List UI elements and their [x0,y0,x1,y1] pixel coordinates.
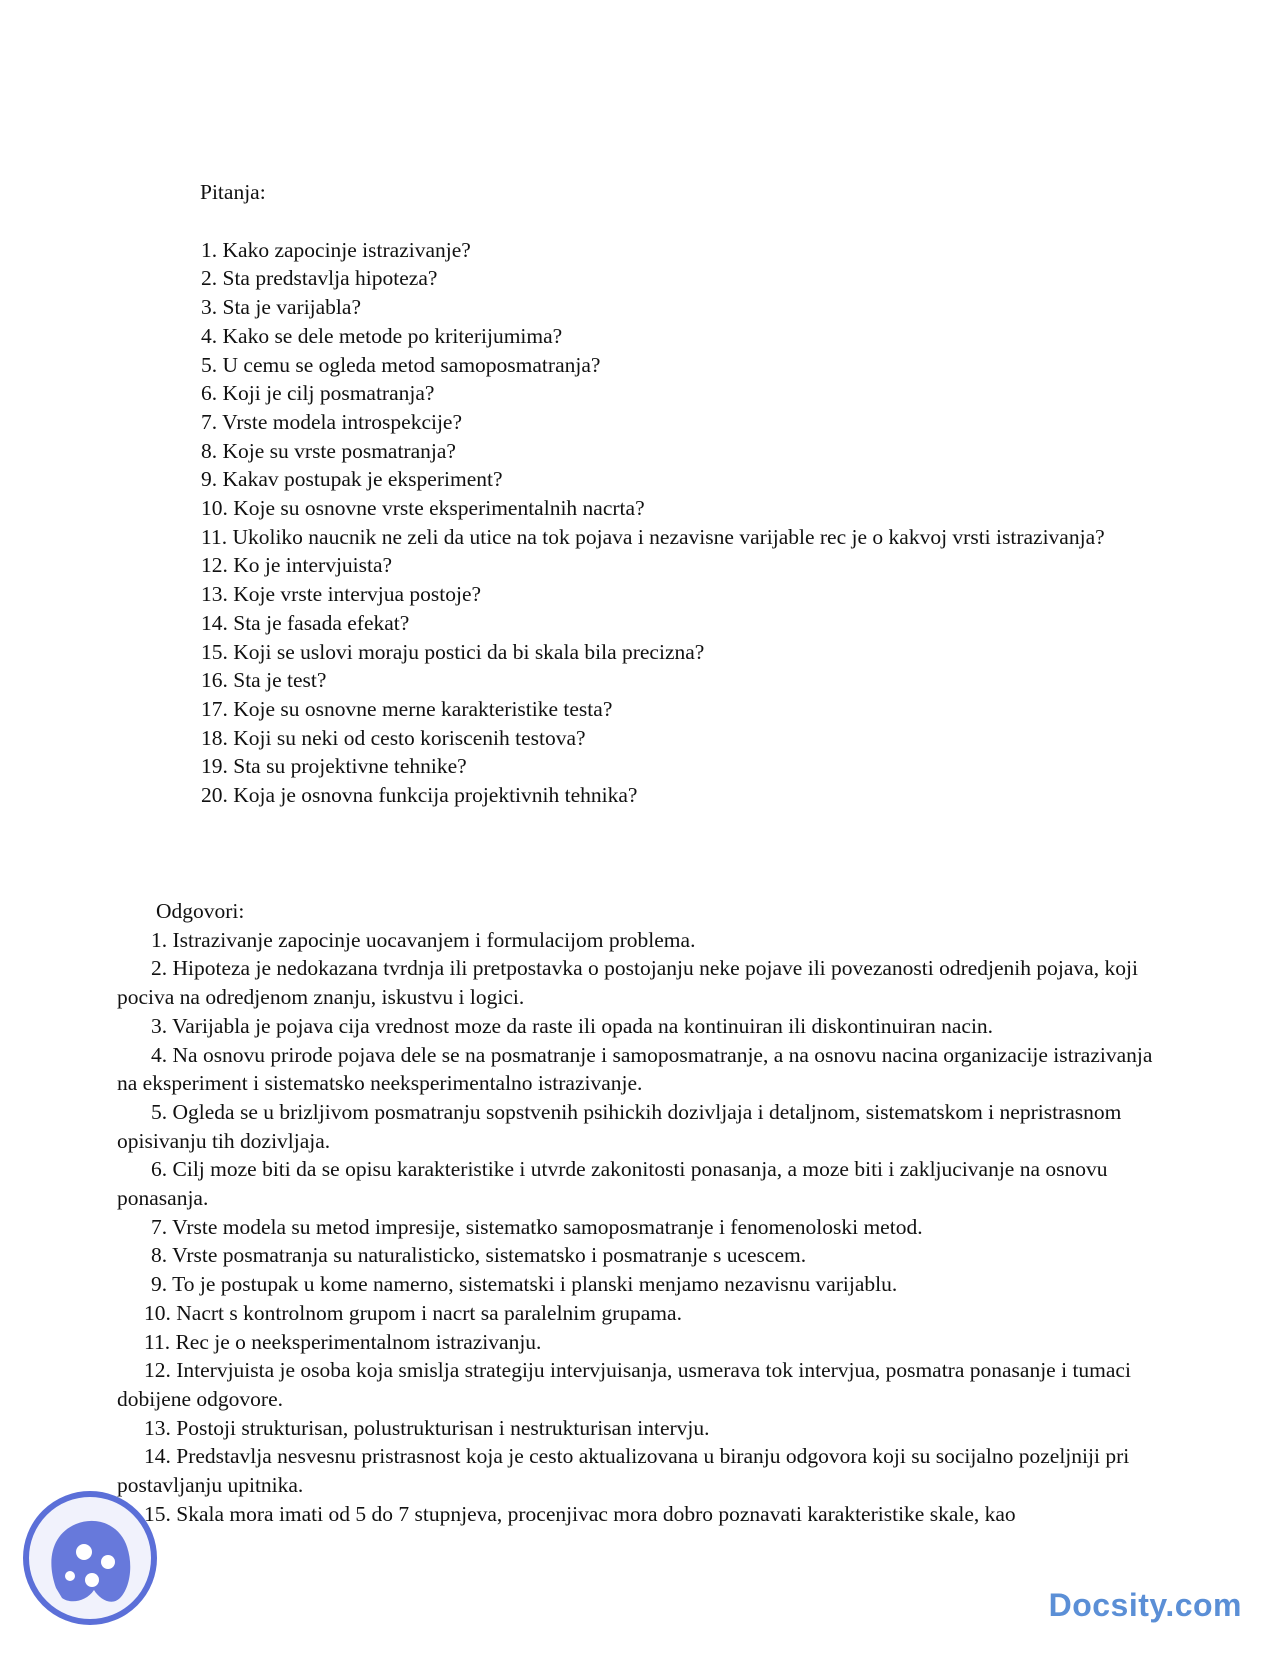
answer-item: 10. Nacrt s kontrolnom grupom i nacrt sa paralelnim grupama. [144,1300,682,1325]
question-item: 2. Sta predstavlja hipoteza? [201,266,438,291]
question-item: 18. Koji su neki od cesto koriscenih testova? [201,725,586,750]
answer-item: 12. Intervjuista je osoba koja smislja strategiju intervjuisanja, usmerava tok intervjua, posmatra ponasanje i tumaci dobijene odgovore. [117,1358,1131,1411]
question-item: 3. Sta je varijabla? [201,295,361,320]
answer-item: 3. Varijabla je pojava cija vrednost moze da raste ili opada na kontinuiran ili diskontinuiran nacin. [151,1013,994,1038]
answer-item: 14. Predstavlja nesvesnu pristrasnost koja je cesto aktualizovana u biranju odgovora koji su socijalno pozeljniji pri postavljanju upitnika. [117,1444,1130,1498]
questions-section [192,178,1132,810]
question-item: 16. Sta je test? [201,668,327,693]
answer-item: 11. Rec je o neeksperimentalnom istrazivanju. [144,1329,542,1354]
answer-item: 8. Vrste posmatranja su naturalisticko, sistematsko i posmatranje s ucescem. [151,1243,807,1268]
question-item: 10. Koje su osnovne vrste eksperimentalnih nacrta? [201,496,645,521]
answer-item: 6. Cilj moze biti da se opisu karakteristike i utvrde zakonitosti ponasanja, a moze biti i zakljucivanje na osnovu ponasanja. [117,1157,1108,1211]
answers-heading: Odgovori: [156,899,245,923]
question-item: 7. Vrste modela introspekcije? [201,409,463,434]
question-item: 20. Koja je osnovna funkcija projektivnih tehnika? [201,783,638,808]
answer-item: 15. Skala mora imati od 5 do 7 stupnjeva, procenjivac mora dobro poznavati karakteristike skale, kao [144,1501,1016,1526]
question-item: 11. Ukoliko naucnik ne zeli da utice na tok pojava i nezavisne varijable rec je o kakvoj vrsti istrazivanja? [201,524,1105,549]
answers-section [117,897,1167,1528]
question-item: 4. Kako se dele metode po kriterijumima? [201,323,563,348]
question-item: 1. Kako zapocinje istrazivanje? [201,237,471,262]
docsity-brand-text[interactable]: Docsity.com [1048,1587,1242,1623]
answer-item: 13. Postoji strukturisan, polustrukturisan i nestrukturisan intervju. [144,1415,710,1440]
question-item: 14. Sta je fasada efekat? [201,610,410,635]
docsity-logo-icon [22,1490,158,1626]
question-item: 19. Sta su projektivne tehnike? [201,754,467,779]
answer-item: 2. Hipoteza je nedokazana tvrdnja ili pretpostavka o postojanju neke pojave ili povezanosti odredjenih pojava, koji pociva na odredjenom znanju, iskustvu i logici. [117,956,1138,1010]
question-item: 8. Koje su vrste posmatranja? [201,438,456,463]
answer-item: 7. Vrste modela su metod impresije, sistematko samoposmatranje i fenomenoloski metod. [151,1214,923,1239]
questions-heading: Pitanja: [200,180,266,204]
answer-item: 4. Na osnovu prirode pojava dele se na posmatranje i samoposmatranje, a na osnovu nacina organizacije istrazivanja na eksperiment i sistematsko neeksperimentalno istrazivanje. [117,1042,1153,1096]
question-item: 17. Koje su osnovne merne karakteristike testa? [201,696,613,721]
question-item: 5. U cemu se ogleda metod samoposmatranja? [201,352,601,377]
question-item: 15. Koji se uslovi moraju postici da bi skala bila precizna? [201,639,705,664]
question-item: 6. Koji je cilj posmatranja? [201,381,435,406]
question-item: 9. Kakav postupak je eksperiment? [201,467,503,492]
answer-item: 9. To je postupak u kome namerno, sistematski i planski menjamo nezavisnu varijablu. [151,1272,898,1297]
question-item: 13. Koje vrste intervjua postoje? [201,582,482,607]
answer-item: 1. Istrazivanje zapocinje uocavanjem i formulacijom problema. [151,927,696,952]
answer-item: 5. Ogleda se u brizljivom posmatranju sopstvenih psihickih dozivljaja i detaljnom, sistematskom i nepristrasnom opisivanju tih dozivljaja. [117,1099,1122,1153]
question-item: 12. Ko je intervjuista? [201,553,393,578]
